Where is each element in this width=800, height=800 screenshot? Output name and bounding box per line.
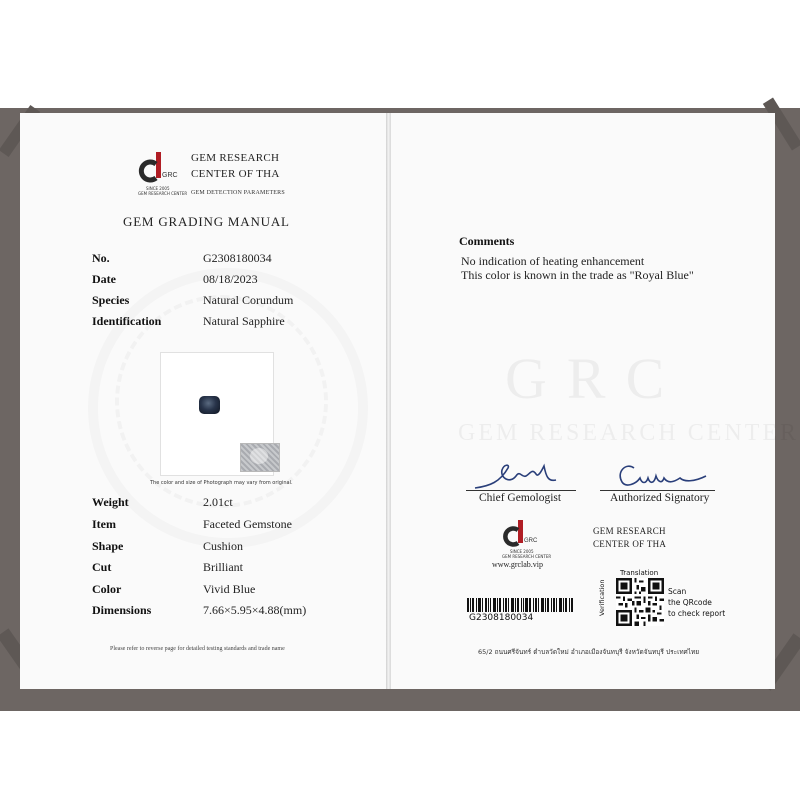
- logo-right-since: SINCE 2005: [510, 549, 534, 554]
- barcode-number: G2308180034: [469, 613, 534, 623]
- comment-line-2: This color is known in the trade as "Royal Blue": [461, 268, 694, 282]
- watermark-center: GEM RESEARCH CENTER: [458, 420, 800, 446]
- row-value-dimensions: 7.66×5.95×4.88(mm): [203, 603, 307, 617]
- photo-note: The color and size of Photograph may vary from original.: [150, 480, 293, 486]
- row-value-date: 08/18/2023: [203, 272, 258, 286]
- org-subtitle: GEM DETECTION PARAMETERS: [191, 190, 285, 196]
- authorized-signatory-signature: [612, 458, 712, 494]
- grc-logo-right-letters: GRC: [524, 538, 538, 544]
- chief-gemologist-label: Chief Gemologist: [479, 492, 562, 504]
- org-name-right-line2: CENTER OF THA: [593, 539, 667, 549]
- comment-line-1: No indication of heating enhancement: [461, 254, 645, 268]
- row-value-weight: 2.01ct: [203, 495, 233, 509]
- comments-heading: Comments: [459, 234, 515, 248]
- scan-line-2: the QRcode: [668, 598, 712, 607]
- row-label-color: Color: [92, 582, 122, 596]
- qr-code[interactable]: [616, 578, 664, 626]
- signature-line-right: [600, 490, 715, 491]
- org-name-line2: CENTER OF THA: [191, 168, 280, 180]
- authorized-signatory-label: Authorized Signatory: [610, 492, 710, 504]
- row-label-no: No.: [92, 251, 110, 265]
- row-label-shape: Shape: [92, 539, 124, 553]
- website-text: www.grclab.vip: [492, 560, 544, 569]
- row-label-identification: Identification: [92, 314, 162, 328]
- watermark-grc: GRC: [505, 346, 685, 411]
- qr-verification-label: Verification: [598, 579, 606, 616]
- row-value-species: Natural Corundum: [203, 293, 294, 307]
- gemstone-image: [199, 396, 220, 414]
- signature-line-left: [466, 490, 576, 491]
- grc-logo: [138, 150, 188, 198]
- grc-logo-right-icon: [500, 518, 545, 548]
- footer-note: Please refer to reverse page for detailed testing standards and trade name: [110, 646, 285, 652]
- logo-right-center: GEM RESEARCH CENTER: [502, 554, 552, 559]
- grc-logo-letters: GRC: [162, 172, 178, 179]
- scan-instructions: [668, 586, 725, 619]
- scan-line-1: Scan: [668, 587, 687, 596]
- hologram-shine: [250, 448, 268, 464]
- grc-logo-icon: [138, 150, 183, 184]
- org-name-line1: GEM RESEARCH: [191, 152, 280, 164]
- page-spine: [386, 113, 391, 689]
- row-value-cut: Brilliant: [203, 560, 243, 574]
- row-label-date: Date: [92, 272, 116, 286]
- row-label-dimensions: Dimensions: [92, 603, 152, 617]
- row-value-no: G2308180034: [203, 251, 272, 265]
- logo-since: SINCE 2005: [146, 186, 170, 191]
- row-value-color: Vivid Blue: [203, 582, 256, 596]
- grc-logo-right: [500, 518, 552, 560]
- row-value-identification: Natural Sapphire: [203, 314, 285, 328]
- row-label-item: Item: [92, 517, 116, 531]
- row-label-cut: Cut: [92, 560, 112, 574]
- page-title: GEM GRADING MANUAL: [123, 214, 290, 229]
- row-label-weight: Weight: [92, 495, 129, 509]
- row-label-species: Species: [92, 293, 130, 307]
- row-value-shape: Cushion: [203, 539, 244, 553]
- qr-translation-label: Translation: [620, 569, 659, 577]
- row-value-item: Faceted Gemstone: [203, 517, 292, 531]
- org-name-right-line1: GEM RESEARCH: [593, 526, 666, 536]
- barcode: [467, 598, 575, 612]
- scan-line-3: to check report: [668, 609, 726, 618]
- address-text: 65/2 ถนนศรีจันทร์ ตำบลวัดใหม่ อำเภอเมืองจันทบุรี จังหวัดจันทบุรี ประเทศไทย: [478, 648, 700, 656]
- logo-center: GEM RESEARCH CENTER: [138, 191, 188, 196]
